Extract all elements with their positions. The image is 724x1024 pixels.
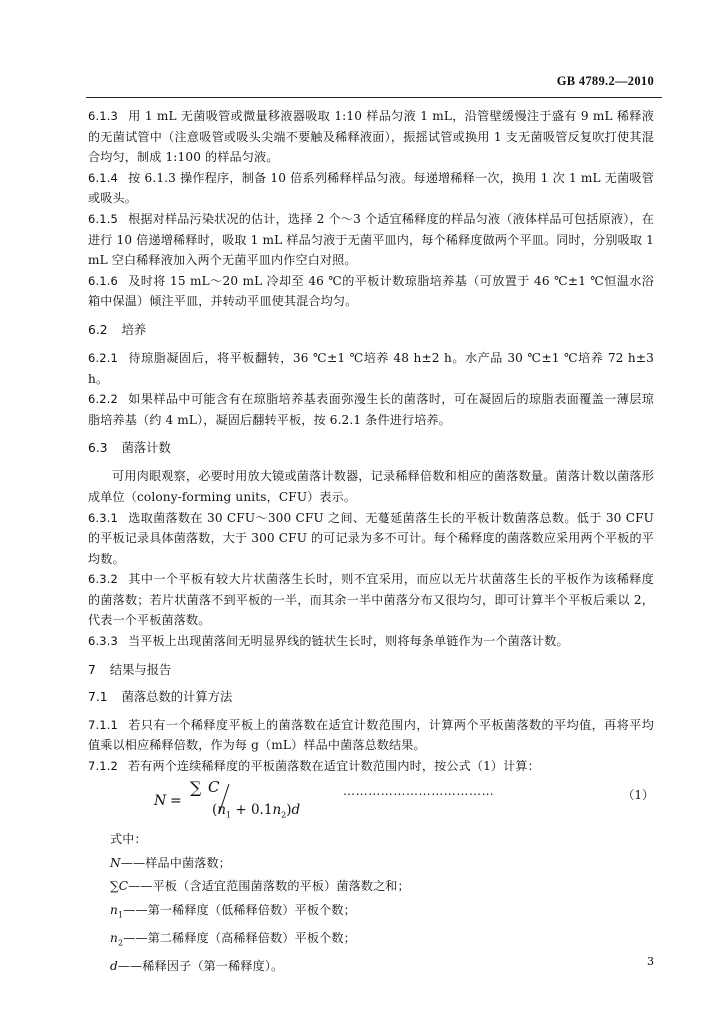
clause-number: 6.1.4: [88, 170, 119, 185]
clause-number: 7.1.2: [88, 758, 119, 773]
heading-number: 7.1: [88, 689, 108, 704]
symbol-base: n: [110, 930, 118, 945]
clause-text: 若有两个连续稀释度的平板菌落数在适宜计数范围内时，按公式（1）计算：: [128, 758, 540, 773]
den-plus: + 0.1: [231, 802, 273, 819]
clause-number: 6.3.1: [88, 510, 119, 525]
variable-symbol: ∑C: [110, 879, 129, 894]
page-number: 3: [647, 955, 654, 968]
clause-number: 6.3.2: [88, 572, 119, 587]
variable-desc: ——第二稀释度（高稀释倍数）平板个数；: [123, 930, 356, 945]
section-heading-6-3: [88, 439, 654, 457]
heading-number: 6.3: [88, 441, 108, 456]
clause-number: 6.1.6: [88, 273, 119, 288]
clause-6-2-2: [88, 389, 654, 430]
heading-title: 培养: [121, 322, 147, 337]
where-label: 式中：: [110, 832, 147, 847]
variable-d: [110, 955, 654, 979]
variable-symbol: N: [110, 855, 121, 870]
clause-number: 6.2.1: [88, 350, 119, 365]
formula-number: （1）: [622, 788, 654, 803]
symbol-sub: 2: [117, 938, 124, 948]
heading-title: 结果与报告: [109, 662, 172, 677]
den-n2-sub: 2: [281, 811, 287, 821]
clause-text: 当平板上出现菌落间无明显界线的链状生长时，则将每条单链作为一个菌落计数。: [128, 634, 569, 649]
heading-number: 7: [88, 662, 96, 677]
clause-number: 6.1.3: [88, 109, 119, 123]
den-n1: n: [217, 802, 226, 819]
den-open: (: [212, 802, 218, 819]
heading-title: 菌落总数的计算方法: [121, 689, 233, 704]
clause-6-1-3: [88, 106, 654, 168]
clause-number: 6.1.5: [88, 211, 119, 226]
clause-text: 其中一个平板有较大片状菌落生长时，则不宜采用，而应以无片状菌落生长的平板作为该稀释度的菌落数；若片状菌落不到平板的一半，而其余一半中菌落分布又很均匀，即可计算半个平板后乘以 2，代表一个平板菌落数。: [88, 572, 654, 628]
formula-1: [88, 776, 654, 828]
formula-equals: =: [170, 793, 182, 810]
clause-7-1-2: [88, 756, 654, 777]
clause-number: 6.2.2: [88, 392, 119, 407]
variable-desc: ——平板（含适宜范围菌落数的平板）菌落数之和；: [128, 879, 410, 894]
variable-n2: [110, 927, 654, 955]
heading-title: 菌落计数: [121, 441, 171, 456]
variable-desc: ——稀释因子（第一稀释度）。: [117, 958, 284, 973]
symbol-base: n: [110, 902, 118, 917]
den-n2: n: [272, 802, 282, 819]
formula-leader-dots: ………………………………: [343, 784, 495, 799]
section-heading-7: [88, 661, 654, 679]
formula-denominator: [212, 802, 300, 820]
clause-text: 及时将 15 mL～20 mL 冷却至 46 ℃的平板计数琼脂培养基（可放置于 46 ℃±1 ℃恒温水浴箱中保温）倾注平皿，并转动平皿使其混合均匀。: [88, 273, 654, 309]
clause-text: 根据对样品污染状况的估计，选择 2 个～3 个适宜稀释度的样品匀液（液体样品可包括原液），在进行 10 倍递增稀释时，吸取 1 mL 样品匀液于无菌平皿内，每个稀释度做两个平皿。同时，分别吸取 1 mL 空白稀释液加入两个无菌平皿内作空白对照。: [88, 211, 654, 268]
variable-sum-C: [110, 875, 654, 899]
section-6-1-paragraphs: [88, 106, 654, 312]
clause-text: 选取菌落数在 30 CFU～300 CFU 之间、无蔓延菌落生长的平板计数菌落总数。低于 30 CFU 的平板记录具体菌落数，大于 300 CFU 的可记录为多不可计。每个稀释度的菌落数应采用两个平板的平均数。: [88, 510, 654, 566]
formula-lhs: N: [154, 793, 167, 810]
heading-number: 6.2: [88, 322, 108, 337]
variable-desc: ——样品中菌落数；: [120, 855, 231, 870]
variable-definitions: [110, 828, 654, 978]
den-n1-sub: 1: [225, 811, 232, 821]
clause-number: 6.3.3: [88, 634, 119, 649]
den-close: ): [286, 802, 292, 819]
clause-6-1-6: [88, 271, 654, 312]
header-rule: [86, 97, 662, 98]
section-heading-6-2: [88, 321, 654, 339]
formula-numerator: C: [208, 778, 220, 797]
variable-N: [110, 852, 654, 876]
clause-6-1-4: [88, 168, 654, 209]
clause-number: 7.1.1: [88, 717, 119, 732]
clause-7-1-1: [88, 715, 654, 756]
clause-text: 若只有一个稀释度平板上的菌落数在适宜计数范围内，计算两个平板菌落数的平均值，再将平均值乘以相应稀释倍数，作为每 g（mL）样品中菌落总数结果。: [88, 717, 654, 753]
clause-text: 按 6.1.3 操作程序，制备 10 倍系列稀释样品匀液。每递增稀释一次，换用 1 次 1 mL 无菌吸管或吸头。: [88, 170, 654, 206]
variable-n1: [110, 899, 654, 927]
clause-text: 用 1 mL 无菌吸管或微量移液器吸取 1:10 样品匀液 1 mL，沿管壁缓慢注于盛有 9 mL 稀释液的无菌试管中（注意吸管或吸头尖端不要触及稀释液面），振摇试管或换用 1 支无菌吸管反复吹打使其混合均匀，制成 1:100 的样品匀液。: [88, 109, 654, 165]
clause-6-2-1: [88, 348, 654, 389]
variable-symbol: [110, 902, 124, 920]
variable-symbol: [110, 930, 124, 948]
summation-symbol: ∑: [190, 778, 202, 798]
clause-text: 如果样品中可能含有在琼脂培养基表面弥漫生长的菌落时，可在凝固后的琼脂表面覆盖一薄层琼脂培养基（约 4 mL），凝固后翻转平板，按 6.2.1 条件进行培养。: [88, 392, 654, 427]
standard-code-header: GB 4789.2—2010: [556, 74, 654, 88]
document-body: [88, 106, 654, 978]
clause-6-3-2: [88, 569, 654, 631]
clause-6-3-1: [88, 508, 654, 570]
section-6-3-intro: 可用肉眼观察，必要时用放大镜或菌落计数器，记录稀释倍数和相应的菌落数量。菌落计数以菌落形成单位（colony-forming units，CFU）表示。: [88, 469, 654, 504]
clause-6-1-5: [88, 209, 654, 271]
symbol-sub: 1: [117, 910, 124, 920]
den-d: d: [291, 802, 301, 819]
section-heading-7-1: [88, 688, 654, 706]
variable-symbol: d: [110, 958, 118, 973]
colony-count-formula: [154, 778, 314, 824]
variable-desc: ——第一稀释度（低稀释倍数）平板个数；: [123, 902, 356, 917]
clause-text: 待琼脂凝固后，将平板翻转，36 ℃±1 ℃培养 48 h±2 h。水产品 30 ℃±1 ℃培养 72 h±3 h。: [88, 350, 654, 386]
clause-6-3-3: [88, 631, 654, 652]
